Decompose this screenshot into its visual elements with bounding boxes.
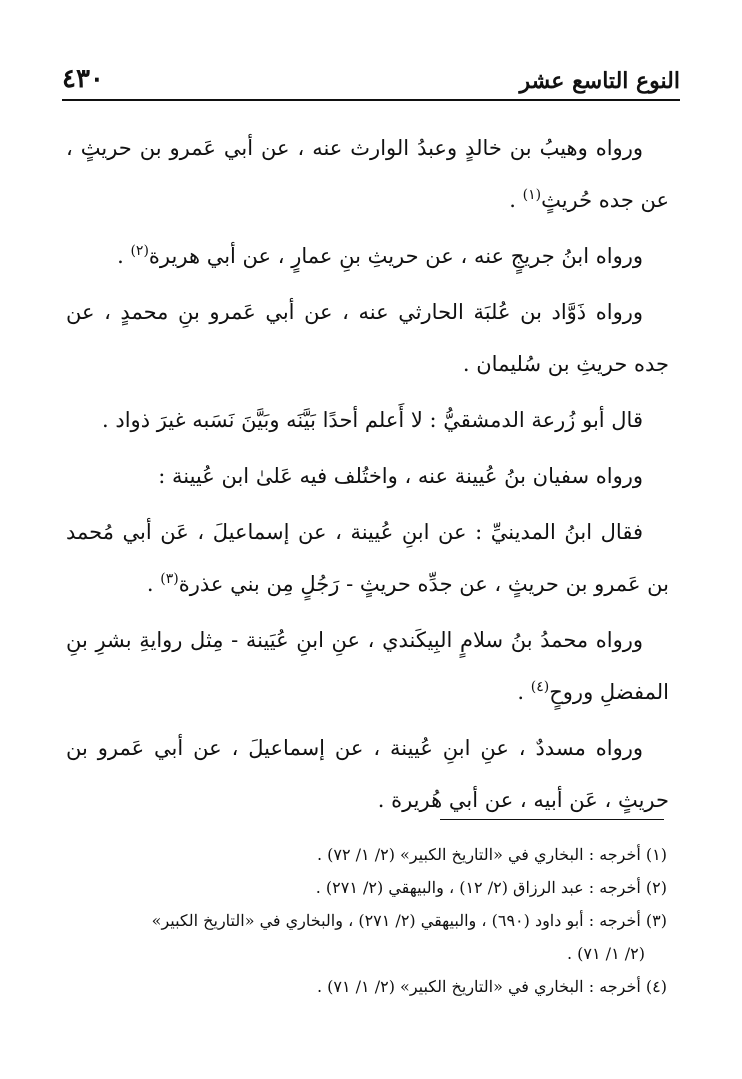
paragraph: ورواه وهيبُ بن خالدٍ وعبدُ الوارث عنه ، عن أبي عَمرو بن حريثٍ ، عن جده حُريثٍ$^{(١)}$ . [66, 136, 669, 212]
paragraph: ورواه ابنُ جريجٍ عنه ، عن حريثِ بنِ عمارٍ ، عن أبي هريرة$^{(٢)}$ . [117, 243, 643, 268]
chapter-title: النوع التاسع عشر [519, 68, 680, 94]
footnote: (٣) أخرجه : أبو داود (٦٩٠) ، والبيهقي (٢/ ٢٧١) ، والبخاري في «التاريخ الكبير» [151, 911, 667, 930]
main-text [66, 122, 669, 826]
page-number: ٤٣٠ [62, 64, 104, 94]
paragraph: قال أبو زُرعة الدمشقيُّ : لا أَعلم أحدًا بَيَّنَه وبَيَّنَ نَسَبه غيرَ ذواد . [102, 408, 643, 432]
footnote: (٤) أخرجه : البخاري في «التاريخ الكبير» (٢/ ١/ ٧١) . [316, 977, 667, 996]
footnote-ref[interactable]: (١) [522, 187, 542, 203]
footnotes [70, 838, 667, 1003]
footnote: (١) أخرجه : البخاري في «التاريخ الكبير» (٢/ ١/ ٧٢) . [316, 845, 667, 864]
footnote-rule [440, 819, 664, 820]
running-header [62, 54, 680, 94]
footnote-ref[interactable]: (٢) [130, 243, 149, 259]
footnote-ref[interactable]: (٣) [160, 571, 179, 587]
footnote-continuation: (٢/ ١/ ٧١) . [566, 944, 645, 963]
header-rule [62, 99, 680, 101]
paragraph: ورواه مسددٌ ، عنِ ابنِ عُيينة ، عن إسماعيلَ ، عن أبي عَمرو بن حريثٍ ، عَن أبيه ، عن أبي هُريرة . [66, 736, 669, 812]
paragraph: ورواه سفيان بنُ عُيينة عنه ، واختُلف فيه عَلىٰ ابن عُيينة : [158, 464, 643, 488]
footnote: (٢) أخرجه : عبد الرزاق (٢/ ١٢) ، والبيهقي (٢/ ٢٧١) . [315, 878, 667, 897]
paragraph: فقال ابنُ المدينيِّ : عن ابنِ عُيينة ، عن إسماعيلَ ، عَن أبي مُحمد بن عَمرو بن حريثٍ ، عن جدِّه حريثٍ - رَجُلٍ مِن بني عذرة$^{(٣)}$ . [66, 520, 669, 596]
footnote-ref[interactable]: (٤) [530, 679, 550, 695]
paragraph: ورواه محمدُ بنُ سلامٍ البِيكَندي ، عنِ ابنِ عُيَينة - مِثل روايةِ بشرِ بنِ المفضلِ وروحٍ$^{(٤)}$ . [66, 628, 669, 704]
paragraph: ورواه ذَوَّاد بن عُلبَة الحارثي عنه ، عن أبي عَمرو بنِ محمدٍ ، عن جده حريثِ بن سُليمان . [66, 300, 669, 376]
